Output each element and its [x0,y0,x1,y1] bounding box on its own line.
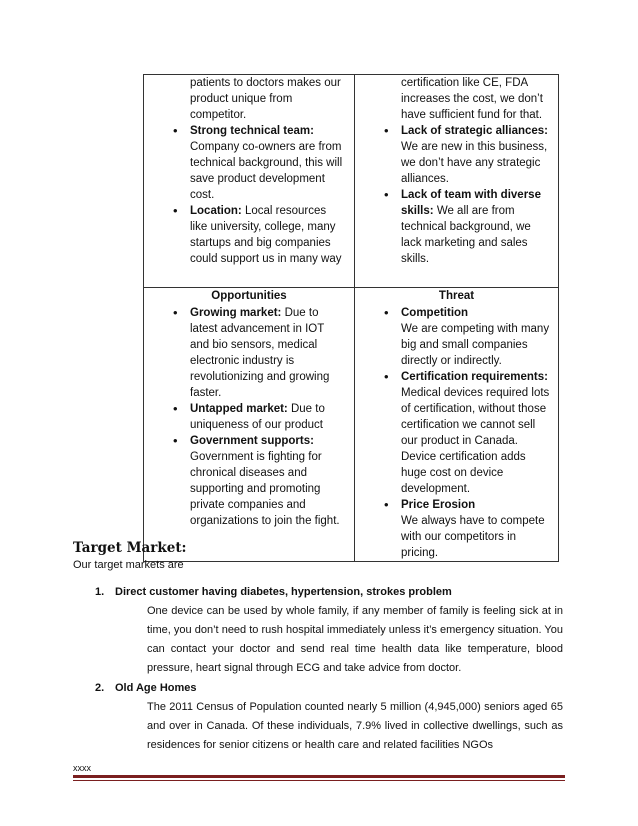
opportunity-item [144,305,354,401]
strength-continuation [144,75,354,123]
target-market-intro: Our target markets are [73,559,184,571]
market-item-title: Old Age Homes [115,682,197,694]
strength-item [144,203,354,267]
weakness-continuation-text: certification like CE, FDA increases the cost, we don’t have sufficient fund for that. [401,77,543,121]
target-market-title: Target Market: [73,540,187,556]
swot-row-bottom [144,288,559,562]
market-item [95,584,563,678]
opportunity-text: Government is fighting for chronical diseases and supporting and promoting private companies and organizations to join the fight. [190,451,340,527]
weakness-text: We are new in this business, we don’t have any strategic alliances. [401,141,548,185]
threats-list [355,305,558,561]
opportunity-label: Untapped market: [190,403,288,415]
threat-label: • Price Erosion [401,499,476,511]
threat-label: • Competition [401,307,469,319]
swot-row-top [144,75,559,288]
opportunity-item [144,433,354,529]
footer-rule-thin [73,780,565,781]
opportunities-list [144,305,354,529]
strength-text: Company co-owners are from technical background, this will save product development cost. [190,141,343,201]
strength-continuation-text: patients to doctors makes our product unique from competitor. [190,77,341,121]
threat-text: We are competing with many big and small companies directly or indirectly. [401,323,550,367]
opportunities-cell [144,288,355,562]
threats-cell [355,288,559,562]
strength-text: Local resources like university, college, many startups and big companies could support us in many way [190,205,342,265]
market-item-number: 1. [95,586,105,598]
target-market-list [95,584,563,757]
opportunity-item [144,401,354,433]
market-item-number: 2. [95,682,105,694]
threat-item [355,497,558,561]
weaknesses-list [355,75,558,267]
strength-label: Strong technical team: [190,125,314,137]
opportunities-heading: Opportunities [211,290,287,302]
opportunity-text: Due to uniqueness of our product [190,403,325,431]
weakness-label: Lack of strategic alliances: [401,125,549,137]
weakness-item [355,187,558,267]
opportunity-label: Growing market: [190,307,282,319]
weaknesses-cell [355,75,559,288]
market-item-title: Direct customer having diabetes, hypertension, strokes problem [115,586,452,598]
market-item-body: One device can be used by whole family, if any member of family is feeling sick at in time, you don’t need to rush hospital immediately unless it’s emergency situation. You can contact your doctor and send real time health data like temperature, blood pressure, heart signal through ECG and take advice from doctor. [147,605,563,674]
threat-text: We always have to compete with our competitors in pricing. [401,515,545,559]
strengths-cell [144,75,355,288]
threat-text: Medical devices required lots of certification, without those certification we cannot sell our product in Canada. Device certification adds huge cost on device development. [401,387,550,495]
strength-item [144,123,354,203]
market-item-heading [95,680,563,696]
strength-label: Location: [190,205,242,217]
weakness-item [355,123,558,187]
market-item-heading [95,584,563,600]
threat-item [355,305,558,369]
threat-label: • Certification requirements: [401,371,548,383]
weakness-continuation [355,75,558,123]
footer-text: xxxx [73,763,91,773]
weakness-text: We all are from technical background, we lack marketing and sales skills. [401,205,531,265]
weakness-label: Lack of team with diverse skills: [401,189,541,217]
opportunity-label: Government supports: [190,435,314,447]
opportunity-text: Due to latest advancement in IOT and bio sensors, medical electronic industry is revolutionizing and growing faster. [190,307,330,399]
swot-table [143,74,559,562]
footer-rule-thick [73,775,565,778]
threat-heading: Threat [438,290,475,302]
market-item [95,680,563,755]
threat-item [355,369,558,497]
market-item-body: The 2011 Census of Population counted nearly 5 million (4,945,000) seniors aged 65 and over in Canada. Of these individuals, 7.9% lived in collective dwellings, such as residences for senior citizens or health care and related facilities NGOs [147,701,563,751]
strengths-list [144,75,354,267]
